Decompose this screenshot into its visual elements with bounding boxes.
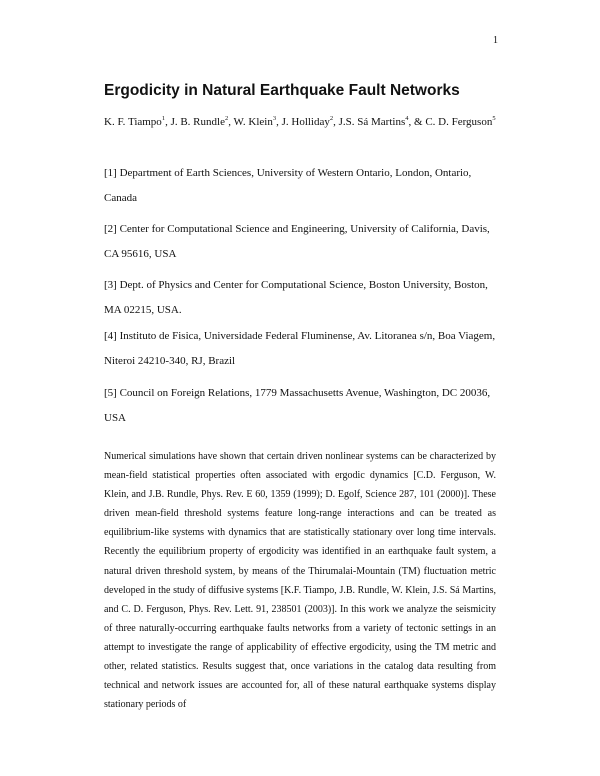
affiliation-5: [5] Council on Foreign Relations, 1779 Massachusetts Avenue, Washington, DC 20036, USA [104, 387, 491, 424]
affiliation-3: [3] Dept. of Physics and Center for Computational Science, Boston University, Boston, MA 02215, USA. [104, 279, 488, 316]
author: K. F. Tiampo [104, 116, 162, 128]
author: J. B. Rundle [170, 116, 225, 128]
author-affiliation-mark: 3 [272, 115, 277, 122]
affiliation-1: [1] Department of Earth Sciences, University of Western Ontario, London, Ontario, Canada [104, 167, 472, 204]
page-number: 1 [493, 35, 498, 46]
author-affiliation-mark: 5 [492, 115, 496, 122]
author: J.S. Sá Martins [338, 116, 406, 128]
author-affiliation-mark: 2 [224, 115, 229, 122]
author: C. D. Ferguson [425, 116, 493, 128]
abstract: Numerical simulations have shown that certain driven nonlinear systems can be characterized by mean-field statistical properties often associated with ergodic dynamics [C.D. Ferguson, W. Klein, and J.B. Rundle, Phys. Rev. E 60, 1359 (1999); D. Egolf, Science 287, 101 (2000)]. These driven mean-field threshold systems feature long-range interactions and can be treated as equilibrium-like systems with dynamics that are statistically stationary over long time intervals. Recently the equilibrium property of ergodicity was identified in an earthquake fault system, a natural driven threshold system, by means of the Thirumalai-Mountain (TM) fluctuation metric developed in the study of diffusive systems [K.F. Tiampo, J.B. Rundle, W. Klein, J.S. Sá Martins, and C. D. Ferguson, Phys. Rev. Lett. 91, 238501 (2003)]. In this work we analyze the seismicity of three naturally-occurring earthquake faults networks from a variety of tectonic settings in an attempt to investigate the range of applicability of effective ergodicity, using the TM metric and other, related statistics. Results suggest that, once variations in the catalog data resulting from technical and network issues are accounted for, all of these natural earthquake systems display stationary periods of [104, 451, 496, 711]
author-list: K. F. Tiampo$^1$, J. B. Rundle$^2$, W. Klein$^3$, J. Holliday$^2$, J.S. Sá Martins$^4$, & C. D. Ferguson$^5$ [104, 115, 496, 128]
author: J. Holliday [281, 116, 330, 128]
affiliation-4: [4] Instituto de Fisica, Universidade Federal Fluminense, Av. Litoranea s/n, Boa Viagem, Niteroi 24210-340, RJ, Brazil [104, 330, 496, 367]
author-affiliation-mark: 1 [161, 115, 166, 122]
author: W. Klein [233, 116, 273, 128]
affiliation-2: [2] Center for Computational Science and Engineering, University of California, Davis, CA 95616, USA [104, 223, 490, 260]
author-affiliation-mark: 4 [405, 115, 409, 122]
paper-title: Ergodicity in Natural Earthquake Fault Networks [104, 82, 460, 99]
author-affiliation-mark: 2 [329, 115, 334, 122]
